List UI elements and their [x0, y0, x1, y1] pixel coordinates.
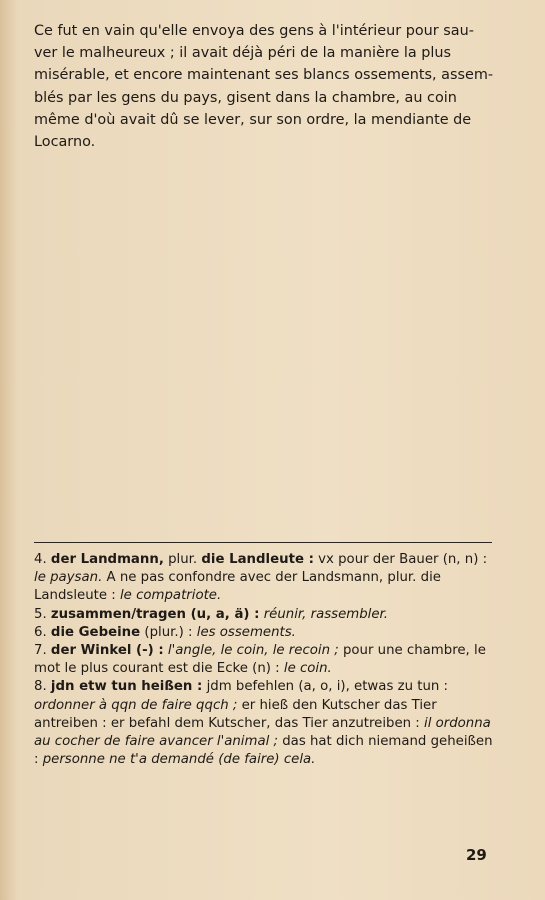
note-text: (plur.) : — [140, 624, 197, 640]
footnote-8 — [34, 678, 498, 769]
footnote-number: 8. — [34, 679, 47, 695]
note-text: vx pour der Bauer (n, n) : — [313, 552, 488, 567]
note-text: pour une chambre, le mot le plus courant est die Ecke (n) : — [34, 643, 486, 677]
footnote-divider — [34, 542, 492, 543]
text-line: ver le malheureux ; il avait déjà péri de la manière la plus — [34, 45, 452, 62]
translation: le compatriote. — [119, 588, 222, 604]
note-text: jdm befehlen (a, o, i), etwas zu tun : — [202, 679, 449, 695]
note-text: plur. — [163, 552, 202, 567]
footnote-4 — [34, 551, 498, 606]
note-text: A ne pas confondre avec der Landsmann, plur. die Landsleute : — [34, 570, 441, 604]
text-line: misérable, et encore maintenant ses blancs ossements, assem- — [34, 67, 494, 84]
headword: jdn etw tun heißen : — [50, 679, 203, 695]
footnote-5 — [34, 606, 498, 624]
footnote-6 — [34, 624, 498, 642]
translation: les ossements. — [196, 624, 296, 640]
text-line: Ce fut en vain qu'elle envoya des gens à l'intérieur pour sau- — [34, 23, 474, 39]
footnote-number: 5. — [34, 606, 47, 622]
footnote-number: 4. — [34, 552, 47, 567]
footnote-number: 7. — [34, 643, 47, 659]
translation: il ordonna au cocher de faire avancer l'animal ; — [34, 715, 491, 750]
translation: réunir, rassembler. — [263, 606, 388, 622]
headword: die Landleute : — [201, 552, 314, 567]
translation: le paysan. — [34, 570, 103, 586]
text-line: Locarno. — [34, 134, 96, 151]
headword: der Winkel (-) : — [50, 643, 164, 659]
footnote-7 — [34, 642, 498, 678]
note-text: das hat dich niemand geheißen : — [34, 734, 493, 768]
main-paragraph — [34, 20, 500, 153]
note-text: er hieß den Kutscher das Tier antreiben : er befahl dem Kutscher, das Tier anzutreiben : — [34, 697, 437, 731]
headword: zusammen/tragen (u, a, ä) : — [50, 606, 260, 622]
text-line: même d'où avait dû se lever, sur son ordre, la mendiante de — [34, 111, 472, 128]
headword: der Landmann, — [50, 552, 164, 567]
footnotes — [34, 551, 498, 769]
headword: die Gebeine — [50, 624, 141, 640]
text-line: blés par les gens du pays, gisent dans la chambre, au coin — [34, 89, 457, 106]
translation: personne ne t'a demandé (de faire) cela. — [42, 752, 316, 768]
footnote-number: 6. — [34, 624, 47, 640]
translation: l'angle, le coin, le recoin ; — [167, 643, 339, 659]
translation: le coin. — [283, 661, 332, 677]
translation: ordonner à qqn de faire qqch ; — [34, 697, 238, 713]
page-number: 29 — [466, 846, 487, 864]
